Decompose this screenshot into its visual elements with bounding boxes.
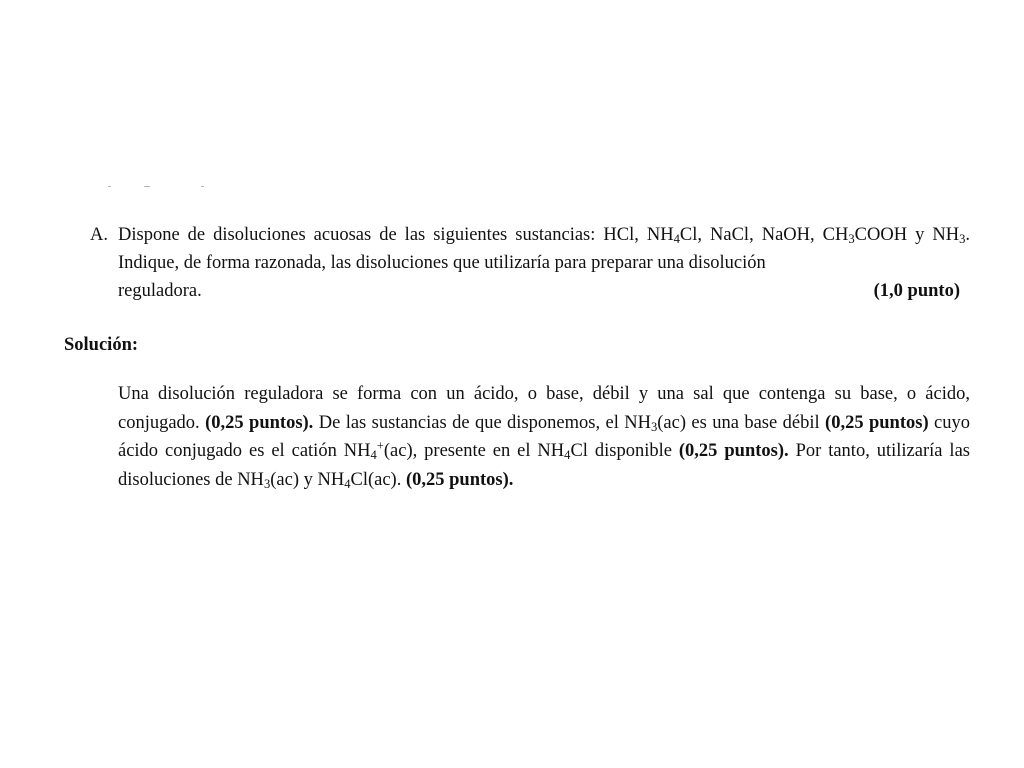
- question-points: (1,0 punto): [873, 281, 960, 301]
- question-text-end: reguladora.: [118, 281, 202, 301]
- question-marker: A.: [90, 225, 108, 245]
- answer-paragraph: Una disolución reguladora se forma con un ácido, o base, débil y una sal que contenga su base, o ácido, conjugado. (0,25 puntos). De las sustancias de que disponemos, el $NH_3(ac)$ es una base débil (0,25 puntos) cuyo ácido conjugado es el catión $NH_4^+(ac)$, presente en el $NH_4Cl$ disponible (0,25 puntos). Por tanto, utilizaría las disoluciones de $NH_3(ac)$ y $NH_4Cl(ac)$. (0,25 puntos).: [118, 384, 970, 491]
- question-last-line: [118, 277, 970, 305]
- points-label: (0,25 puntos).: [205, 412, 314, 433]
- question-text: Dispone de disoluciones acuosas de las siguientes sustancias: HCl, $NH_4Cl$, NaCl, NaOH, $CH_3COOH$ y $NH_3$. Indique, de forma razonada, las disoluciones que utilizaría para preparar una disolución: [118, 225, 970, 273]
- points-label: (0,25 puntos).: [405, 469, 514, 490]
- points-label: (0,25 puntos).: [678, 441, 789, 461]
- question-block: [90, 221, 970, 305]
- scan-artifact: [108, 186, 208, 190]
- points-label: (0,25 puntos): [825, 412, 929, 433]
- solution-heading: Solución:: [64, 335, 139, 355]
